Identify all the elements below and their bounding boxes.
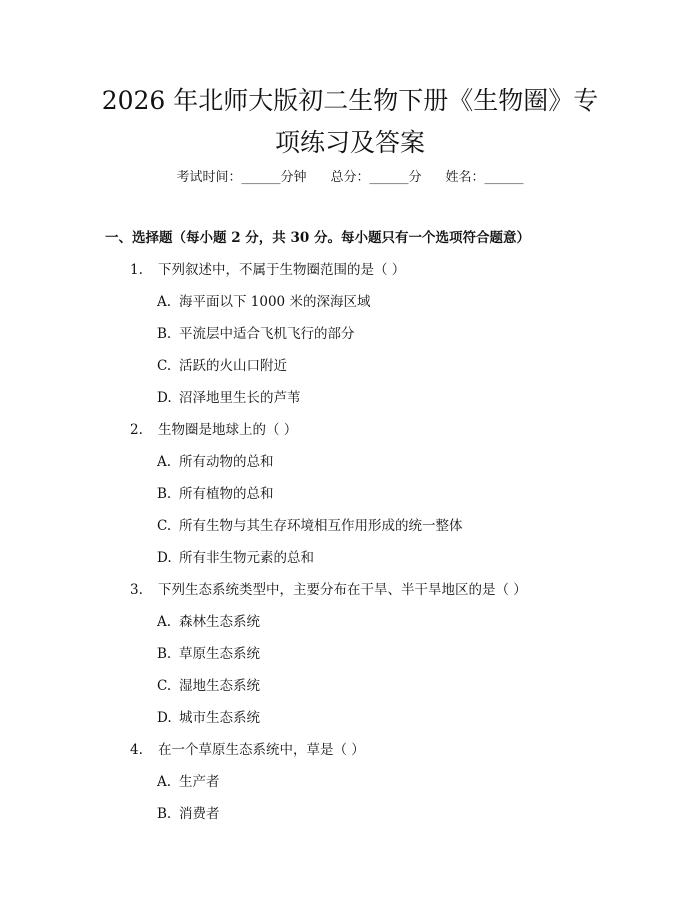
option-text: 森林生态系统 — [179, 614, 260, 630]
option-2a — [157, 452, 274, 472]
option-letter: C. — [157, 518, 172, 534]
exam-info-line — [0, 168, 700, 188]
option-text: 消费者 — [179, 806, 220, 822]
option-1d — [157, 388, 301, 408]
option-text: 海平面以下 1000 米的深海区域 — [179, 294, 371, 310]
option-4a — [157, 772, 220, 792]
option-text: 城市生态系统 — [179, 710, 260, 726]
title-line-1: 2026 年北师大版初二生物下册《生物圈》专 — [101, 86, 599, 115]
option-3a — [157, 612, 260, 632]
option-2c — [157, 516, 463, 536]
option-letter: D. — [157, 550, 172, 566]
option-text: 所有生物与其生存环境相互作用形成的统一整体 — [179, 518, 463, 534]
option-3d — [157, 708, 260, 728]
question-2 — [130, 420, 297, 440]
name-field: 姓名：______ — [445, 170, 524, 185]
option-letter: B. — [157, 806, 172, 822]
question-number: 4. — [130, 742, 143, 758]
option-letter: A. — [157, 454, 172, 470]
option-letter: B. — [157, 646, 172, 662]
option-text: 沼泽地里生长的芦苇 — [179, 390, 301, 406]
option-2b — [157, 484, 274, 504]
option-text: 平流层中适合飞机飞行的部分 — [179, 326, 355, 342]
option-text: 所有非生物元素的总和 — [179, 550, 314, 566]
option-letter: B. — [157, 486, 172, 502]
option-3b — [157, 644, 260, 664]
question-text: 下列生态系统类型中，主要分布在干旱、半干旱地区的是（ ） — [158, 582, 527, 598]
question-text: 在一个草原生态系统中，草是（ ） — [158, 742, 365, 758]
question-3 — [130, 580, 527, 600]
option-text: 湿地生态系统 — [179, 678, 260, 694]
question-text: 生物圈是地球上的（ ） — [158, 422, 298, 438]
option-text: 生产者 — [179, 774, 220, 790]
option-letter: C. — [157, 678, 172, 694]
option-letter: C. — [157, 358, 172, 374]
exam-time-field: 考试时间：______分钟 — [176, 170, 307, 185]
option-text: 所有植物的总和 — [179, 486, 274, 502]
question-4 — [130, 740, 365, 760]
question-1 — [130, 260, 405, 280]
option-1c — [157, 356, 287, 376]
option-letter: A. — [157, 294, 172, 310]
option-1b — [157, 324, 355, 344]
option-letter: A. — [157, 614, 172, 630]
option-text: 活跃的火山口附近 — [179, 358, 287, 374]
option-letter: D. — [157, 710, 172, 726]
option-text: 所有动物的总和 — [179, 454, 274, 470]
option-letter: A. — [157, 774, 172, 790]
option-letter: D. — [157, 390, 172, 406]
question-number: 3. — [130, 582, 143, 598]
option-4b — [157, 804, 220, 824]
option-2d — [157, 548, 314, 568]
question-number: 1. — [130, 262, 143, 278]
document-title — [60, 80, 640, 164]
total-score-field: 总分：______分 — [330, 170, 422, 185]
option-1a — [157, 292, 370, 312]
question-number: 2. — [130, 422, 143, 438]
option-3c — [157, 676, 260, 696]
question-text: 下列叙述中，不属于生物圈范围的是（ ） — [158, 262, 406, 278]
title-line-2: 项练习及答案 — [274, 128, 425, 157]
section-heading: 一、选择题（每小题 2 分，共 30 分。每小题只有一个选项符合题意） — [105, 230, 530, 246]
option-text: 草原生态系统 — [179, 646, 260, 662]
option-letter: B. — [157, 326, 172, 342]
